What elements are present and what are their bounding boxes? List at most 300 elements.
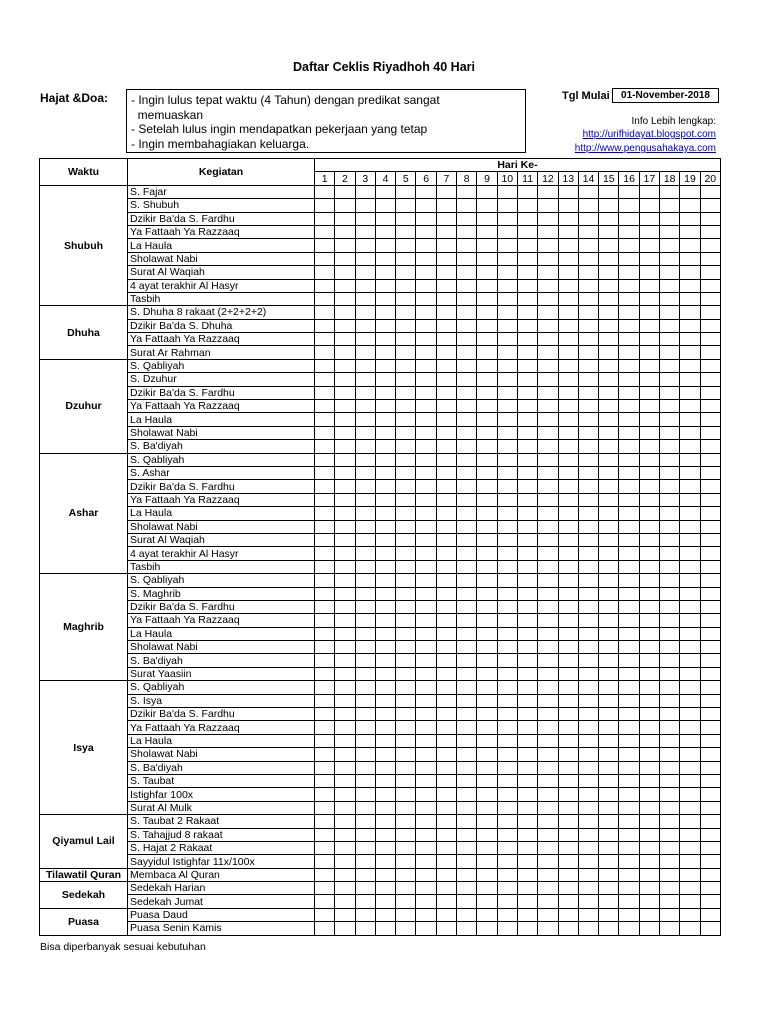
check-cell[interactable] [660, 748, 680, 761]
check-cell[interactable] [457, 266, 477, 279]
check-cell[interactable] [680, 507, 700, 520]
check-cell[interactable] [680, 292, 700, 305]
check-cell[interactable] [700, 292, 720, 305]
check-cell[interactable] [335, 225, 355, 238]
check-cell[interactable] [335, 212, 355, 225]
check-cell[interactable] [538, 292, 558, 305]
check-cell[interactable] [436, 453, 456, 466]
check-cell[interactable] [477, 895, 497, 908]
check-cell[interactable] [477, 480, 497, 493]
check-cell[interactable] [639, 828, 659, 841]
check-cell[interactable] [497, 627, 517, 640]
check-cell[interactable] [578, 292, 598, 305]
check-cell[interactable] [660, 212, 680, 225]
check-cell[interactable] [578, 440, 598, 453]
check-cell[interactable] [335, 654, 355, 667]
check-cell[interactable] [477, 681, 497, 694]
check-cell[interactable] [497, 466, 517, 479]
check-cell[interactable] [558, 292, 578, 305]
check-cell[interactable] [375, 774, 395, 787]
check-cell[interactable] [335, 239, 355, 252]
check-cell[interactable] [335, 560, 355, 573]
check-cell[interactable] [355, 266, 375, 279]
check-cell[interactable] [619, 922, 639, 935]
check-cell[interactable] [436, 922, 456, 935]
check-cell[interactable] [700, 828, 720, 841]
check-cell[interactable] [335, 199, 355, 212]
check-cell[interactable] [436, 815, 456, 828]
check-cell[interactable] [619, 212, 639, 225]
check-cell[interactable] [416, 507, 436, 520]
check-cell[interactable] [457, 694, 477, 707]
check-cell[interactable] [558, 199, 578, 212]
check-cell[interactable] [680, 748, 700, 761]
check-cell[interactable] [700, 413, 720, 426]
check-cell[interactable] [335, 533, 355, 546]
check-cell[interactable] [660, 801, 680, 814]
check-cell[interactable] [538, 882, 558, 895]
check-cell[interactable] [457, 841, 477, 854]
check-cell[interactable] [315, 694, 335, 707]
check-cell[interactable] [538, 600, 558, 613]
check-cell[interactable] [457, 306, 477, 319]
check-cell[interactable] [355, 667, 375, 680]
check-cell[interactable] [477, 587, 497, 600]
check-cell[interactable] [538, 868, 558, 881]
check-cell[interactable] [619, 855, 639, 868]
check-cell[interactable] [497, 708, 517, 721]
check-cell[interactable] [416, 587, 436, 600]
check-cell[interactable] [517, 895, 537, 908]
check-cell[interactable] [335, 908, 355, 921]
check-cell[interactable] [315, 922, 335, 935]
check-cell[interactable] [639, 373, 659, 386]
check-cell[interactable] [396, 694, 416, 707]
check-cell[interactable] [436, 708, 456, 721]
check-cell[interactable] [517, 828, 537, 841]
check-cell[interactable] [416, 413, 436, 426]
check-cell[interactable] [497, 185, 517, 198]
check-cell[interactable] [457, 426, 477, 439]
check-cell[interactable] [477, 507, 497, 520]
check-cell[interactable] [335, 627, 355, 640]
check-cell[interactable] [477, 306, 497, 319]
check-cell[interactable] [619, 801, 639, 814]
check-cell[interactable] [335, 734, 355, 747]
check-cell[interactable] [700, 774, 720, 787]
check-cell[interactable] [558, 895, 578, 908]
check-cell[interactable] [700, 533, 720, 546]
check-cell[interactable] [436, 627, 456, 640]
check-cell[interactable] [680, 908, 700, 921]
check-cell[interactable] [517, 185, 537, 198]
check-cell[interactable] [375, 574, 395, 587]
check-cell[interactable] [416, 908, 436, 921]
check-cell[interactable] [375, 547, 395, 560]
check-cell[interactable] [436, 319, 456, 332]
check-cell[interactable] [477, 520, 497, 533]
check-cell[interactable] [477, 426, 497, 439]
check-cell[interactable] [599, 828, 619, 841]
check-cell[interactable] [416, 788, 436, 801]
check-cell[interactable] [315, 641, 335, 654]
check-cell[interactable] [477, 373, 497, 386]
check-cell[interactable] [497, 600, 517, 613]
check-cell[interactable] [436, 788, 456, 801]
check-cell[interactable] [396, 774, 416, 787]
check-cell[interactable] [599, 654, 619, 667]
check-cell[interactable] [335, 480, 355, 493]
check-cell[interactable] [639, 533, 659, 546]
check-cell[interactable] [497, 212, 517, 225]
check-cell[interactable] [660, 346, 680, 359]
check-cell[interactable] [660, 694, 680, 707]
check-cell[interactable] [355, 587, 375, 600]
check-cell[interactable] [680, 574, 700, 587]
check-cell[interactable] [558, 841, 578, 854]
check-cell[interactable] [619, 279, 639, 292]
check-cell[interactable] [416, 359, 436, 372]
check-cell[interactable] [436, 654, 456, 667]
check-cell[interactable] [517, 225, 537, 238]
check-cell[interactable] [558, 466, 578, 479]
check-cell[interactable] [497, 453, 517, 466]
check-cell[interactable] [619, 533, 639, 546]
check-cell[interactable] [599, 560, 619, 573]
check-cell[interactable] [335, 373, 355, 386]
check-cell[interactable] [538, 560, 558, 573]
check-cell[interactable] [436, 641, 456, 654]
check-cell[interactable] [315, 895, 335, 908]
check-cell[interactable] [538, 654, 558, 667]
check-cell[interactable] [355, 560, 375, 573]
check-cell[interactable] [436, 346, 456, 359]
check-cell[interactable] [375, 266, 395, 279]
check-cell[interactable] [599, 681, 619, 694]
check-cell[interactable] [660, 841, 680, 854]
check-cell[interactable] [558, 386, 578, 399]
check-cell[interactable] [497, 895, 517, 908]
check-cell[interactable] [680, 493, 700, 506]
check-cell[interactable] [538, 400, 558, 413]
check-cell[interactable] [355, 774, 375, 787]
check-cell[interactable] [680, 225, 700, 238]
check-cell[interactable] [517, 614, 537, 627]
check-cell[interactable] [315, 600, 335, 613]
check-cell[interactable] [497, 400, 517, 413]
check-cell[interactable] [660, 774, 680, 787]
check-cell[interactable] [619, 614, 639, 627]
check-cell[interactable] [517, 841, 537, 854]
check-cell[interactable] [680, 895, 700, 908]
check-cell[interactable] [416, 667, 436, 680]
check-cell[interactable] [436, 413, 456, 426]
check-cell[interactable] [619, 828, 639, 841]
check-cell[interactable] [639, 426, 659, 439]
check-cell[interactable] [315, 400, 335, 413]
check-cell[interactable] [558, 734, 578, 747]
check-cell[interactable] [355, 239, 375, 252]
check-cell[interactable] [680, 828, 700, 841]
check-cell[interactable] [396, 252, 416, 265]
check-cell[interactable] [517, 547, 537, 560]
check-cell[interactable] [497, 801, 517, 814]
check-cell[interactable] [680, 587, 700, 600]
check-cell[interactable] [538, 708, 558, 721]
check-cell[interactable] [375, 333, 395, 346]
check-cell[interactable] [538, 895, 558, 908]
check-cell[interactable] [578, 359, 598, 372]
check-cell[interactable] [335, 400, 355, 413]
check-cell[interactable] [700, 708, 720, 721]
tgl-mulai-value[interactable]: 01-November-2018 [612, 88, 719, 103]
check-cell[interactable] [660, 493, 680, 506]
check-cell[interactable] [639, 453, 659, 466]
check-cell[interactable] [619, 333, 639, 346]
check-cell[interactable] [477, 386, 497, 399]
check-cell[interactable] [315, 306, 335, 319]
check-cell[interactable] [457, 855, 477, 868]
check-cell[interactable] [599, 694, 619, 707]
check-cell[interactable] [700, 453, 720, 466]
check-cell[interactable] [315, 440, 335, 453]
check-cell[interactable] [700, 333, 720, 346]
check-cell[interactable] [599, 239, 619, 252]
check-cell[interactable] [700, 400, 720, 413]
check-cell[interactable] [700, 788, 720, 801]
check-cell[interactable] [599, 908, 619, 921]
check-cell[interactable] [700, 600, 720, 613]
check-cell[interactable] [599, 922, 619, 935]
check-cell[interactable] [355, 908, 375, 921]
check-cell[interactable] [436, 493, 456, 506]
check-cell[interactable] [599, 774, 619, 787]
check-cell[interactable] [599, 520, 619, 533]
check-cell[interactable] [355, 868, 375, 881]
check-cell[interactable] [619, 761, 639, 774]
check-cell[interactable] [375, 440, 395, 453]
check-cell[interactable] [639, 587, 659, 600]
check-cell[interactable] [436, 239, 456, 252]
check-cell[interactable] [660, 400, 680, 413]
check-cell[interactable] [335, 266, 355, 279]
check-cell[interactable] [639, 841, 659, 854]
check-cell[interactable] [396, 734, 416, 747]
check-cell[interactable] [375, 815, 395, 828]
check-cell[interactable] [660, 466, 680, 479]
check-cell[interactable] [578, 225, 598, 238]
check-cell[interactable] [558, 480, 578, 493]
check-cell[interactable] [619, 185, 639, 198]
check-cell[interactable] [660, 547, 680, 560]
check-cell[interactable] [578, 252, 598, 265]
check-cell[interactable] [416, 440, 436, 453]
check-cell[interactable] [578, 681, 598, 694]
check-cell[interactable] [477, 654, 497, 667]
check-cell[interactable] [538, 614, 558, 627]
check-cell[interactable] [538, 801, 558, 814]
check-cell[interactable] [457, 614, 477, 627]
check-cell[interactable] [457, 453, 477, 466]
check-cell[interactable] [558, 641, 578, 654]
check-cell[interactable] [335, 801, 355, 814]
check-cell[interactable] [680, 185, 700, 198]
check-cell[interactable] [396, 346, 416, 359]
check-cell[interactable] [700, 748, 720, 761]
check-cell[interactable] [335, 252, 355, 265]
check-cell[interactable] [416, 333, 436, 346]
check-cell[interactable] [315, 266, 335, 279]
check-cell[interactable] [396, 681, 416, 694]
check-cell[interactable] [457, 882, 477, 895]
check-cell[interactable] [680, 212, 700, 225]
check-cell[interactable] [517, 306, 537, 319]
check-cell[interactable] [477, 440, 497, 453]
check-cell[interactable] [497, 868, 517, 881]
check-cell[interactable] [477, 694, 497, 707]
check-cell[interactable] [315, 614, 335, 627]
check-cell[interactable] [639, 560, 659, 573]
check-cell[interactable] [416, 868, 436, 881]
check-cell[interactable] [436, 587, 456, 600]
check-cell[interactable] [396, 748, 416, 761]
check-cell[interactable] [457, 493, 477, 506]
check-cell[interactable] [639, 212, 659, 225]
check-cell[interactable] [355, 708, 375, 721]
check-cell[interactable] [375, 681, 395, 694]
check-cell[interactable] [436, 306, 456, 319]
check-cell[interactable] [599, 212, 619, 225]
check-cell[interactable] [578, 319, 598, 332]
check-cell[interactable] [680, 855, 700, 868]
check-cell[interactable] [477, 359, 497, 372]
check-cell[interactable] [416, 453, 436, 466]
check-cell[interactable] [619, 225, 639, 238]
check-cell[interactable] [375, 694, 395, 707]
check-cell[interactable] [335, 185, 355, 198]
check-cell[interactable] [660, 868, 680, 881]
check-cell[interactable] [578, 734, 598, 747]
check-cell[interactable] [700, 306, 720, 319]
check-cell[interactable] [578, 453, 598, 466]
check-cell[interactable] [660, 252, 680, 265]
check-cell[interactable] [680, 788, 700, 801]
check-cell[interactable] [497, 413, 517, 426]
check-cell[interactable] [700, 493, 720, 506]
check-cell[interactable] [599, 801, 619, 814]
check-cell[interactable] [558, 801, 578, 814]
check-cell[interactable] [517, 600, 537, 613]
check-cell[interactable] [578, 480, 598, 493]
check-cell[interactable] [315, 386, 335, 399]
check-cell[interactable] [578, 908, 598, 921]
check-cell[interactable] [660, 855, 680, 868]
check-cell[interactable] [355, 841, 375, 854]
check-cell[interactable] [335, 279, 355, 292]
check-cell[interactable] [416, 292, 436, 305]
check-cell[interactable] [619, 359, 639, 372]
check-cell[interactable] [558, 279, 578, 292]
check-cell[interactable] [416, 627, 436, 640]
check-cell[interactable] [619, 386, 639, 399]
check-cell[interactable] [639, 761, 659, 774]
check-cell[interactable] [375, 641, 395, 654]
check-cell[interactable] [315, 346, 335, 359]
check-cell[interactable] [416, 225, 436, 238]
check-cell[interactable] [315, 493, 335, 506]
check-cell[interactable] [660, 574, 680, 587]
check-cell[interactable] [660, 815, 680, 828]
check-cell[interactable] [315, 319, 335, 332]
check-cell[interactable] [680, 440, 700, 453]
check-cell[interactable] [497, 922, 517, 935]
check-cell[interactable] [396, 493, 416, 506]
check-cell[interactable] [599, 855, 619, 868]
check-cell[interactable] [558, 627, 578, 640]
check-cell[interactable] [517, 279, 537, 292]
check-cell[interactable] [660, 413, 680, 426]
check-cell[interactable] [416, 761, 436, 774]
check-cell[interactable] [619, 681, 639, 694]
check-cell[interactable] [538, 306, 558, 319]
check-cell[interactable] [335, 667, 355, 680]
check-cell[interactable] [335, 359, 355, 372]
check-cell[interactable] [477, 493, 497, 506]
check-cell[interactable] [680, 453, 700, 466]
check-cell[interactable] [457, 708, 477, 721]
check-cell[interactable] [639, 574, 659, 587]
check-cell[interactable] [558, 333, 578, 346]
check-cell[interactable] [436, 466, 456, 479]
check-cell[interactable] [538, 413, 558, 426]
check-cell[interactable] [578, 520, 598, 533]
check-cell[interactable] [416, 533, 436, 546]
check-cell[interactable] [578, 667, 598, 680]
check-cell[interactable] [578, 507, 598, 520]
check-cell[interactable] [477, 600, 497, 613]
check-cell[interactable] [700, 547, 720, 560]
check-cell[interactable] [375, 868, 395, 881]
check-cell[interactable] [660, 828, 680, 841]
check-cell[interactable] [375, 667, 395, 680]
check-cell[interactable] [639, 306, 659, 319]
check-cell[interactable] [680, 801, 700, 814]
check-cell[interactable] [700, 199, 720, 212]
check-cell[interactable] [639, 440, 659, 453]
check-cell[interactable] [457, 333, 477, 346]
check-cell[interactable] [639, 627, 659, 640]
check-cell[interactable] [517, 239, 537, 252]
check-cell[interactable] [517, 815, 537, 828]
check-cell[interactable] [375, 520, 395, 533]
check-cell[interactable] [558, 440, 578, 453]
check-cell[interactable] [517, 507, 537, 520]
check-cell[interactable] [335, 761, 355, 774]
check-cell[interactable] [538, 667, 558, 680]
check-cell[interactable] [578, 493, 598, 506]
check-cell[interactable] [639, 868, 659, 881]
check-cell[interactable] [660, 426, 680, 439]
check-cell[interactable] [680, 266, 700, 279]
check-cell[interactable] [375, 627, 395, 640]
check-cell[interactable] [416, 748, 436, 761]
check-cell[interactable] [416, 373, 436, 386]
check-cell[interactable] [335, 895, 355, 908]
check-cell[interactable] [396, 721, 416, 734]
check-cell[interactable] [599, 359, 619, 372]
check-cell[interactable] [538, 547, 558, 560]
check-cell[interactable] [639, 279, 659, 292]
